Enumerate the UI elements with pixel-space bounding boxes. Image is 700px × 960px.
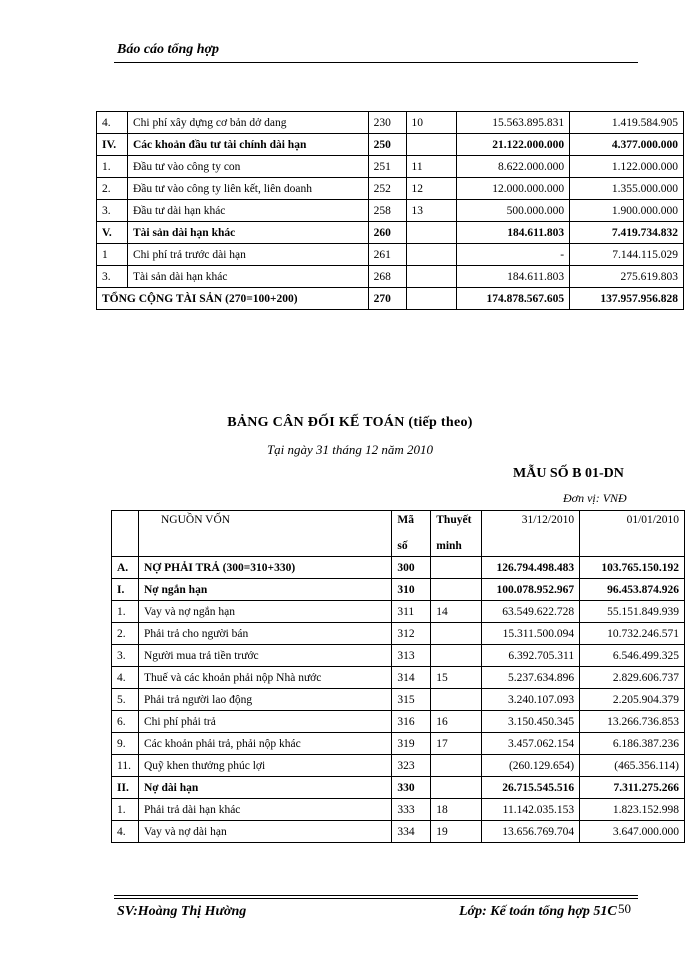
row-label: Vay và nợ ngắn hạn — [138, 601, 391, 623]
row-code: 314 — [392, 667, 431, 689]
table-row — [97, 244, 684, 266]
row-number: A. — [112, 557, 139, 579]
row-label: Đầu tư dài hạn khác — [127, 200, 368, 222]
total-row — [97, 288, 684, 310]
liabilities-table — [111, 510, 685, 843]
row-value-end: 11.142.035.153 — [482, 799, 580, 821]
row-note: 15 — [431, 667, 482, 689]
row-number: 9. — [112, 733, 139, 755]
table-row — [112, 557, 685, 579]
row-label: Đầu tư vào công ty con — [127, 156, 368, 178]
row-note: 10 — [406, 112, 457, 134]
row-label: Các khoản đầu tư tài chính dài hạn — [127, 134, 368, 156]
row-code: 258 — [368, 200, 406, 222]
row-note — [431, 579, 482, 601]
header-divider — [114, 62, 638, 63]
row-note: 19 — [431, 821, 482, 843]
row-number: V. — [97, 222, 128, 244]
row-label: Tài sản dài hạn khác — [127, 222, 368, 244]
row-value-end: 15.311.500.094 — [482, 623, 580, 645]
form-number: MẪU SỐ B 01-DN — [513, 466, 624, 481]
row-number: 5. — [112, 689, 139, 711]
row-note: 11 — [406, 156, 457, 178]
row-code: 250 — [368, 134, 406, 156]
row-label: Đầu tư vào công ty liên kết, liên doanh — [127, 178, 368, 200]
row-value-start: 3.647.000.000 — [580, 821, 685, 843]
row-value-start: 7.144.115.029 — [570, 244, 684, 266]
row-code: 330 — [392, 777, 431, 799]
table-row — [97, 112, 684, 134]
table-row — [112, 645, 685, 667]
row-number: 1 — [97, 244, 128, 266]
row-note: 14 — [431, 601, 482, 623]
row-number: 4. — [97, 112, 128, 134]
total-value-end: 174.878.567.605 — [457, 288, 570, 310]
row-note — [431, 755, 482, 777]
page-number: 50 — [618, 901, 631, 916]
row-value-start: 1.823.152.998 — [580, 799, 685, 821]
table-row — [97, 266, 684, 288]
row-value-end: 26.715.545.516 — [482, 777, 580, 799]
table-row — [112, 667, 685, 689]
table-row — [112, 755, 685, 777]
row-code: 300 — [392, 557, 431, 579]
table-row — [97, 222, 684, 244]
row-number: 3. — [97, 266, 128, 288]
row-note — [431, 777, 482, 799]
row-label: Người mua trả tiền trước — [138, 645, 391, 667]
row-value-end: 15.563.895.831 — [457, 112, 570, 134]
row-value-start: 6.546.499.325 — [580, 645, 685, 667]
row-value-start: 55.151.849.939 — [580, 601, 685, 623]
row-number: 2. — [97, 178, 128, 200]
row-number: 11. — [112, 755, 139, 777]
row-value-start: 7.419.734.832 — [570, 222, 684, 244]
row-value-start: 1.355.000.000 — [570, 178, 684, 200]
row-code: 312 — [392, 623, 431, 645]
balance-sheet-date: Tại ngày 31 tháng 12 năm 2010 — [266, 442, 434, 457]
row-value-start: 2.205.904.379 — [580, 689, 685, 711]
row-value-start: (465.356.114) — [580, 755, 685, 777]
row-label: Chi phí phải trả — [138, 711, 391, 733]
row-number: 1. — [112, 799, 139, 821]
currency-unit: Đơn vị: VNĐ — [563, 491, 627, 505]
row-code: 252 — [368, 178, 406, 200]
row-value-end: 3.150.450.345 — [482, 711, 580, 733]
balance-sheet-title: BẢNG CÂN ĐỐI KẾ TOÁN (tiếp theo) — [227, 415, 473, 430]
row-number: 6. — [112, 711, 139, 733]
row-note — [406, 222, 457, 244]
row-value-start: 2.829.606.737 — [580, 667, 685, 689]
report-header-title: Báo cáo tổng hợp — [117, 42, 220, 57]
column-header-note: Thuyết — [431, 511, 482, 536]
row-value-end: 184.611.803 — [457, 266, 570, 288]
row-label: Chi phí xây dựng cơ bản dở dang — [127, 112, 368, 134]
table-row — [112, 821, 685, 843]
row-value-end: 13.656.769.704 — [482, 821, 580, 843]
row-note: 16 — [431, 711, 482, 733]
row-label: Nợ dài hạn — [138, 777, 391, 799]
table-row — [97, 156, 684, 178]
row-value-end: 5.237.634.896 — [482, 667, 580, 689]
row-value-start: 13.266.736.853 — [580, 711, 685, 733]
row-number: II. — [112, 777, 139, 799]
row-label: Phải trả dài hạn khác — [138, 799, 391, 821]
row-value-start: 103.765.150.192 — [580, 557, 685, 579]
table-row — [112, 799, 685, 821]
total-value-start: 137.957.956.828 — [570, 288, 684, 310]
row-number: I. — [112, 579, 139, 601]
student-name: SV:Hoàng Thị Hường — [117, 904, 247, 919]
row-code: 323 — [392, 755, 431, 777]
row-code: 310 — [392, 579, 431, 601]
row-code: 333 — [392, 799, 431, 821]
row-code: 315 — [392, 689, 431, 711]
table-row — [112, 623, 685, 645]
column-header-code-2: số — [392, 535, 431, 557]
row-number: 2. — [112, 623, 139, 645]
row-note: 18 — [431, 799, 482, 821]
row-value-end: 12.000.000.000 — [457, 178, 570, 200]
table-row — [112, 689, 685, 711]
row-note — [431, 689, 482, 711]
row-number: 1. — [112, 601, 139, 623]
row-value-start: 7.311.275.266 — [580, 777, 685, 799]
row-value-end: 63.549.622.728 — [482, 601, 580, 623]
table-row — [97, 134, 684, 156]
row-code: 230 — [368, 112, 406, 134]
row-value-end: 184.611.803 — [457, 222, 570, 244]
row-label: NỢ PHẢI TRẢ (300=310+330) — [138, 557, 391, 579]
row-label: Vay và nợ dài hạn — [138, 821, 391, 843]
row-note — [406, 266, 457, 288]
row-label: Thuế và các khoản phải nộp Nhà nước — [138, 667, 391, 689]
row-value-start: 96.453.874.926 — [580, 579, 685, 601]
class-name: Lớp: Kế toán tổng hợp 51C — [459, 904, 617, 919]
table-header-row — [112, 511, 685, 536]
row-value-end: 6.392.705.311 — [482, 645, 580, 667]
row-value-start: 4.377.000.000 — [570, 134, 684, 156]
row-code: 334 — [392, 821, 431, 843]
row-value-end: 126.794.498.483 — [482, 557, 580, 579]
row-label: Phải trả người lao động — [138, 689, 391, 711]
row-note: 12 — [406, 178, 457, 200]
row-label: Quỹ khen thưởng phúc lợi — [138, 755, 391, 777]
table-row — [112, 601, 685, 623]
table-row — [97, 178, 684, 200]
row-label: Nợ ngắn hạn — [138, 579, 391, 601]
column-header-date-1: 31/12/2010 — [482, 511, 580, 557]
row-code: 261 — [368, 244, 406, 266]
row-code: 260 — [368, 222, 406, 244]
row-number: 3. — [112, 645, 139, 667]
row-note — [431, 645, 482, 667]
footer-divider — [114, 895, 638, 896]
column-header-date-2: 01/01/2010 — [580, 511, 685, 557]
table-row — [112, 733, 685, 755]
row-number: 3. — [97, 200, 128, 222]
row-code: 311 — [392, 601, 431, 623]
row-value-end: - — [457, 244, 570, 266]
row-number: IV. — [97, 134, 128, 156]
row-label: Các khoản phải trả, phải nộp khác — [138, 733, 391, 755]
row-label: Tài sản dài hạn khác — [127, 266, 368, 288]
row-number: 4. — [112, 667, 139, 689]
row-value-start: 1.419.584.905 — [570, 112, 684, 134]
row-note — [431, 557, 482, 579]
table-row — [112, 777, 685, 799]
table-row — [112, 711, 685, 733]
row-code: 313 — [392, 645, 431, 667]
row-note — [406, 244, 457, 266]
row-value-start: 275.619.803 — [570, 266, 684, 288]
row-note: 13 — [406, 200, 457, 222]
table-row — [97, 200, 684, 222]
row-number: 4. — [112, 821, 139, 843]
row-code: 268 — [368, 266, 406, 288]
row-value-end: 3.457.062.154 — [482, 733, 580, 755]
row-label: Phải trả cho người bán — [138, 623, 391, 645]
row-value-start: 6.186.387.236 — [580, 733, 685, 755]
total-label: TỔNG CỘNG TÀI SẢN (270=100+200) — [97, 288, 369, 310]
row-value-end: 100.078.952.967 — [482, 579, 580, 601]
total-code: 270 — [368, 288, 406, 310]
column-header-code: Mã — [392, 511, 431, 536]
row-note: 17 — [431, 733, 482, 755]
row-value-end: 8.622.000.000 — [457, 156, 570, 178]
row-code: 251 — [368, 156, 406, 178]
row-value-end: 500.000.000 — [457, 200, 570, 222]
table-row — [112, 579, 685, 601]
row-note — [431, 623, 482, 645]
row-code: 319 — [392, 733, 431, 755]
row-value-end: 3.240.107.093 — [482, 689, 580, 711]
row-value-start: 1.900.000.000 — [570, 200, 684, 222]
column-header-name: NGUỒN VỐN — [138, 511, 391, 557]
row-label: Chi phí trả trước dài hạn — [127, 244, 368, 266]
asset-table — [96, 111, 684, 310]
row-note — [406, 134, 457, 156]
row-value-start: 1.122.000.000 — [570, 156, 684, 178]
row-value-start: 10.732.246.571 — [580, 623, 685, 645]
footer-divider-2 — [114, 898, 638, 899]
row-value-end: 21.122.000.000 — [457, 134, 570, 156]
row-value-end: (260.129.654) — [482, 755, 580, 777]
row-number: 1. — [97, 156, 128, 178]
column-header-note-2: minh — [431, 535, 482, 557]
row-code: 316 — [392, 711, 431, 733]
